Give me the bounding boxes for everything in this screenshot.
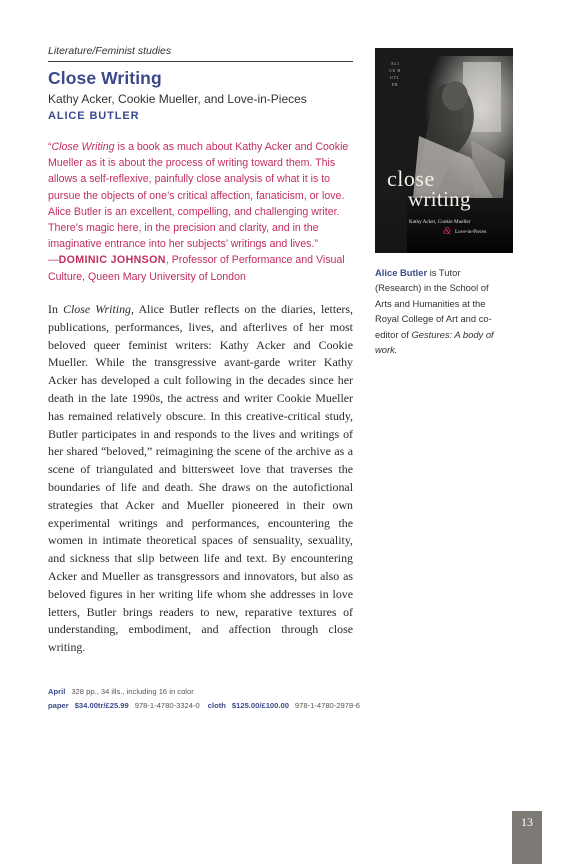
pricing-details: [48, 701, 360, 710]
publication-details: [48, 687, 194, 696]
category-label: Literature/Feminist studies: [48, 45, 172, 57]
cloth-isbn: 978-1-4780-2978-6: [294, 701, 360, 710]
quote-text: is a book as much about Kathy Acker and Cookie Mueller as it is about the process of writing toward them. This allows a self-reflexive, painfully close analysis of what it is to pursue the objects of one’s critical affection, fanaticism, or love. Alice Butler is an excellent, compelling, and challenging writer. There’s magic here, in the precision and clarity, and in the imaginative entrance into her subjects’ writings and lives.”: [48, 141, 349, 251]
reviewer-affiliation: , Professor of Performance and Visual Culture, Queen Mary University of London: [48, 254, 345, 283]
book-description: [48, 301, 353, 657]
reviewer-name: DOMINIC JOHNSON: [58, 254, 166, 267]
author-bio: [375, 265, 507, 357]
description-text: , Alice Butler reflects on the diaries, letters, publications, performances, lives, and afterlives of her most beloved queer feminist writers: Kathy Acker and Cookie Mueller. While the transgressive avant-garde writer Kathy Acker has developed a cult following in the decades since her death in the late 1990s, the actress and writer Cookie Mueller has remained relatively obscure. In this creative-critical study, Butler participates in and responds to the lives and writings of her shared “beloved,” reimagining the scene of the archive as a scene of triangulated and bittersweet love that traverses the boundaries of life and death. She draws on the autofictional strategies that Acker and Mueller pioneered in their own experimental writings and performances, encountering the women in intimate theoretical spaces of sensuality, sexuality, and sickness that slip between life and text. By encountering Acker and Mueller as transgressors and innovators, but also as beloved figures in her writing life whom she addresses in love letters, Butler brings readers to new, reparative textures of understanding, embodiment, and affection through close writing.: [48, 302, 353, 655]
book-subtitle: Kathy Acker, Cookie Mueller, and Love-in-Pieces: [48, 92, 307, 106]
pub-month: April: [48, 687, 66, 696]
cover-ampersand: &: [443, 225, 452, 237]
page-number: 13: [521, 815, 533, 829]
description-intro: In: [48, 302, 64, 316]
cover-title-line2: writing: [408, 187, 471, 211]
quote-open-mark: “: [48, 141, 52, 153]
cover-subtitle-line1: Kathy Acker, Cookie Mueller: [409, 219, 471, 225]
cover-subtitle-line2: Love-in-Pieces: [455, 229, 487, 235]
paper-label: paper: [48, 701, 69, 710]
paper-isbn: 978-1-4780-3324-0: [134, 701, 200, 710]
bio-book-ref: Gestures: A body of work.: [375, 328, 494, 356]
cloth-price: $125.00/£100.00: [231, 701, 289, 710]
paper-price: $34.00tr/£25.99: [74, 701, 129, 710]
cover-author-vertical: ALICE BUTLER: [389, 61, 401, 87]
bio-text: is Tutor (Research) in the School of Arts and Humanities at the Royal College of Art and co-editor of: [375, 267, 492, 340]
book-author: ALICE BUTLER: [48, 110, 140, 122]
quote-title-ref: Close Writing: [51, 141, 115, 153]
quote-dash: —: [48, 254, 59, 267]
book-title: Close Writing: [48, 68, 162, 88]
header-rule: [48, 61, 353, 62]
cover-title-line1: close: [387, 166, 435, 191]
pub-details: 328 pp., 34 ills., including 16 in color: [71, 687, 194, 696]
bio-author-name: Alice Butler: [375, 267, 428, 278]
cloth-label: cloth: [207, 701, 226, 710]
description-title-ref: Close Writing: [63, 302, 131, 316]
endorsement-quote: [48, 139, 354, 285]
